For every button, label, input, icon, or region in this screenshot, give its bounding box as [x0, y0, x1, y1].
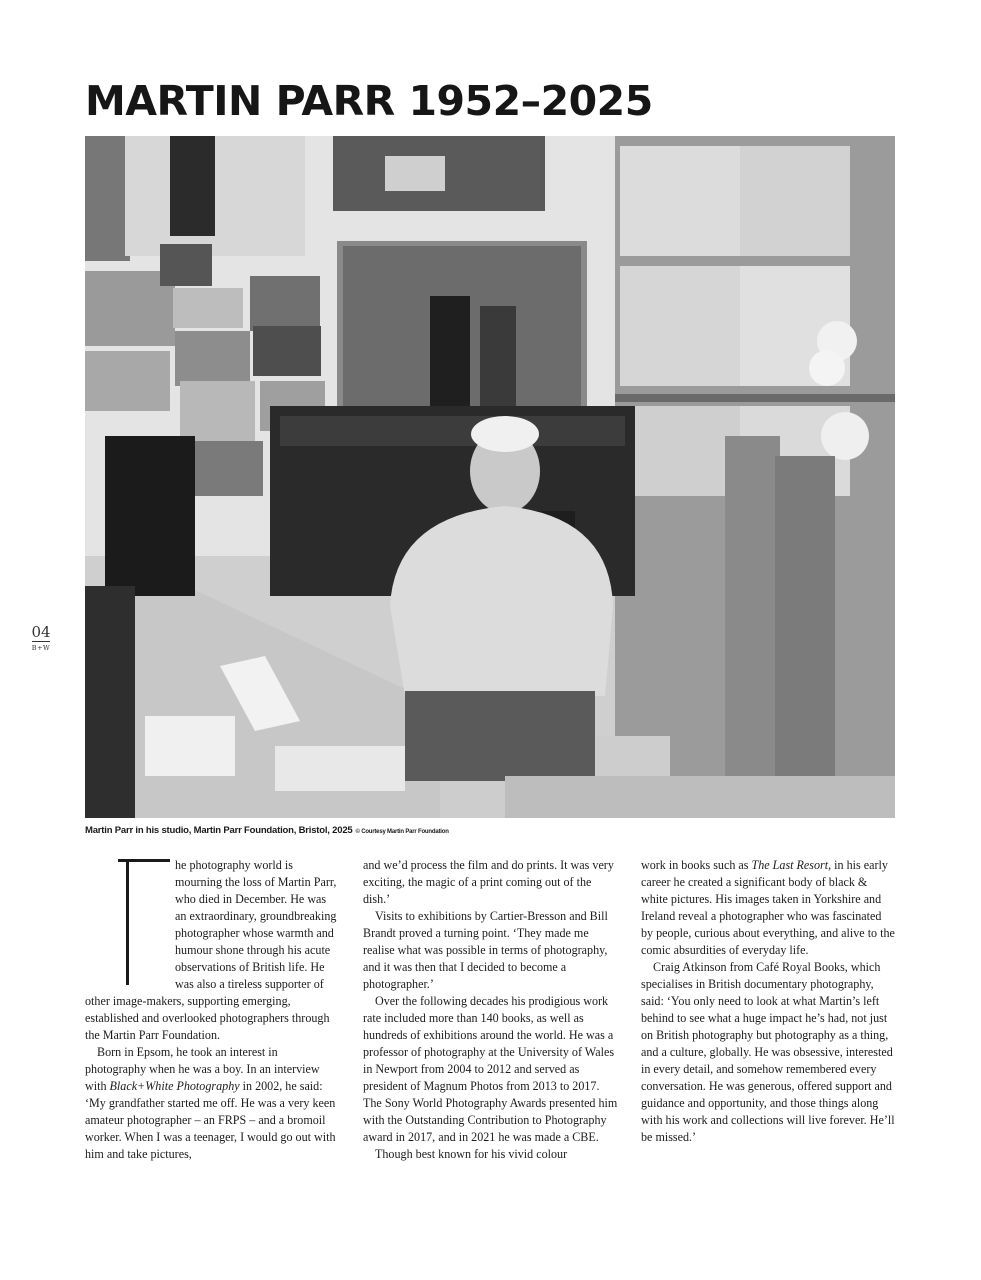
article-paragraph: [85, 1044, 337, 1163]
article-paragraph: Visits to exhibitions by Cartier-Bresson and Bill Brandt proved a turning point. ‘They made me realise what was possible in terms of photography, and it was then that I decided to become a photographer.’: [363, 909, 608, 991]
paragraph-text: in 2002, he said: ‘My grandfather started me off. He was a very keen amateur photographer – an FRPS – and a bromoil worker. When I was a teenager, I would go out with him and take pictures,: [85, 1079, 336, 1161]
paragraph-text: in his early career he created a significant body of black & white pictures. His images taken in Yorkshire and Ireland reveal a photographer who was fascinated by people, curious about everything, and alive to the comic absurdities of everyday life.: [641, 858, 895, 957]
paragraph-text: Born in Epsom, he took an interest in photography when he was a boy. In an interview with: [85, 1045, 320, 1093]
drop-cap: [85, 857, 173, 987]
article-column-2: [363, 857, 619, 1163]
folio-rule: [32, 641, 50, 642]
article-column-3: [641, 857, 895, 1146]
article-paragraph: [641, 857, 895, 959]
caption-credit: © Courtesy Martin Parr Foundation: [355, 829, 449, 835]
article-paragraph: [85, 857, 337, 1044]
photo-caption: [85, 825, 895, 836]
article-paragraph: Though best known for his vivid colour: [375, 1147, 568, 1161]
page-folio: [26, 624, 56, 652]
drop-cap-letter: [85, 857, 86, 858]
page-number: 04: [31, 623, 51, 641]
article-paragraph: Over the following decades his prodigious work rate included more than 140 books, as well as hundreds of exhibitions around the world. He was a professor of photography at the University of Wales in Newport from 2004 to 2012 and served as president of Magnum Photos from 2013 to 2017. The Sony World Photography Awards presented him with the Outstanding Contribution to Photography award in 2017, and in 2021 he was made a CBE.: [363, 994, 618, 1144]
article-column-1: [85, 857, 337, 1163]
article-paragraph: Craig Atkinson from Café Royal Books, which specialises in British documentary photography, said: ‘You only need to look at what Martin’s left behind to see what a huge impact he’s had, not just on British photography but photography as a thing, and a culture, globally. He was obsessive, interested in every detail, and somehow remembered every conversation. He was generous, offered support and guidance and opportunity, and those things along with his work and collections will live forever. He’ll be missed.’: [641, 960, 895, 1144]
caption-text: Martin Parr in his studio, Martin Parr Foundation, Bristol, 2025: [85, 825, 353, 836]
publication-title: Black+White Photography: [109, 1079, 240, 1093]
headline: MARTIN PARR 1952–2025: [85, 77, 653, 125]
article-paragraph: and we’d process the film and do prints. It was very exciting, the magic of a print coming out of the dish.’: [363, 858, 614, 906]
magazine-name: B+W: [31, 644, 51, 652]
studio-photo: [85, 136, 895, 818]
paragraph-text: work in books such as: [641, 858, 752, 872]
drop-cap-stem: [126, 859, 129, 985]
paragraph-text: he photography world is mourning the loss of Martin Parr, who died in December. He was an extraordinary, groundbreaking photographer whose warmth and humour shone through his acute observations of British life. He was also a tireless supporter of other image-makers, supporting emerging, established and overlooked photographers through the Martin Parr Foundation.: [85, 858, 337, 1042]
book-title: The Last Resort,: [751, 858, 832, 872]
